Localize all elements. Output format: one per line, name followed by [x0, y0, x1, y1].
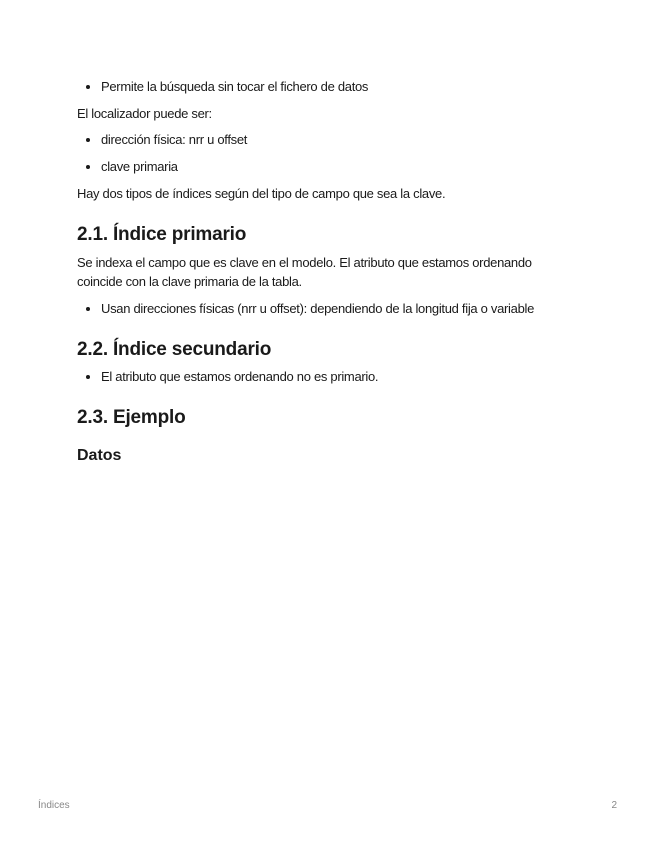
- heading-indice-secundario: 2.2. Índice secundario: [77, 339, 272, 360]
- list-item: Usan direcciones físicas (nrr u offset): dependiendo de la longitud fija o variable: [77, 300, 577, 318]
- paragraph-primario: Se indexa el campo que es clave en el modelo. El atributo que estamos ordenando coincide con la clave primaria de la tabla.: [77, 255, 532, 289]
- document-page: [77, 76, 577, 466]
- list-item: El atributo que estamos ordenando no es primario.: [77, 368, 577, 386]
- list-item: dirección física: nrr u offset: [77, 131, 577, 149]
- paragraph-tipos: Hay dos tipos de índices según del tipo de campo que sea la clave.: [77, 186, 446, 201]
- primario-list: [77, 300, 577, 318]
- secundario-list: [77, 368, 577, 386]
- footer-title: Índices: [38, 800, 70, 811]
- list-item: Permite la búsqueda sin tocar el fichero de datos: [77, 78, 577, 96]
- heading-datos: Datos: [77, 447, 122, 464]
- feature-list: [77, 78, 577, 96]
- heading-indice-primario: 2.1. Índice primario: [77, 224, 247, 245]
- list-item: clave primaria: [77, 158, 577, 176]
- footer-page-number: 2: [611, 800, 617, 811]
- heading-ejemplo: 2.3. Ejemplo: [77, 407, 186, 428]
- localizador-list: [77, 131, 577, 176]
- paragraph-localizador: El localizador puede ser:: [77, 106, 212, 121]
